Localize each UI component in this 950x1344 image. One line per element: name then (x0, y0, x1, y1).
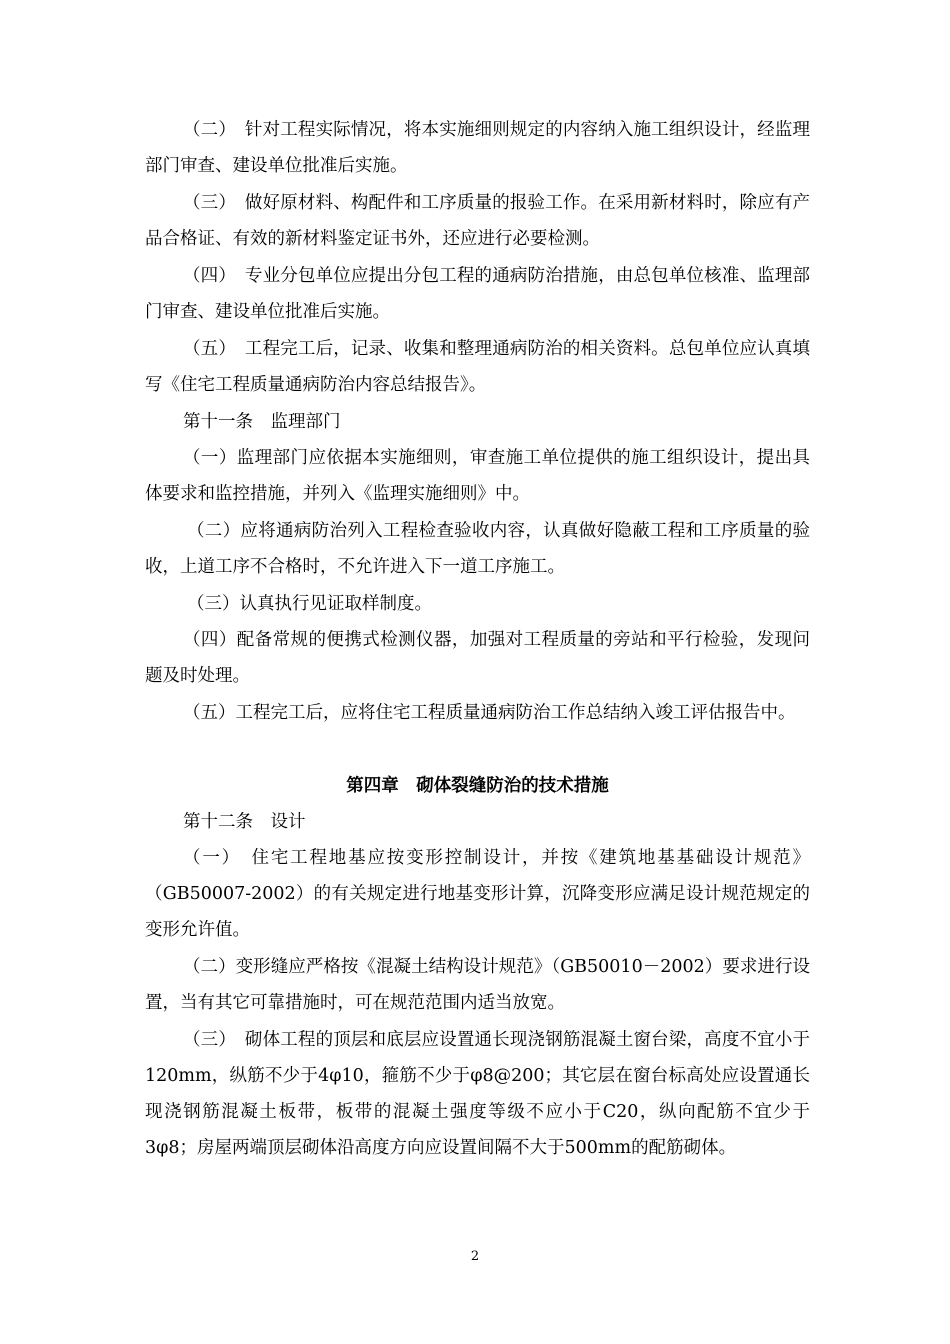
supervision-item-4: （四）配备常规的便携式检测仪器，加强对工程质量的旁站和平行检验，发现问题及时处理。 (145, 630, 810, 686)
supervision-item-2: （二）应将通病防治列入工程检查验收内容，认真做好隐蔽工程和工序质量的验收，上道工序不合格时，不允许进入下一道工序施工。 (145, 521, 810, 577)
paragraph-4-subcontract: （四） 专业分包单位应提出分包工程的通病防治措施，由总包单位核准、监理部门审查、建设单位批准后实施。 (145, 266, 810, 322)
page-number: 2 (470, 1249, 480, 1264)
paragraph-2-scheme: （二） 针对工程实际情况，将本实施细则规定的内容纳入施工组织设计，经监理部门审查、建设单位批准后实施。 (145, 120, 810, 176)
article-11-title: 第十一条 监理部门 (183, 412, 341, 432)
paragraph-5-records: （五） 工程完工后，记录、收集和整理通病防治的相关资料。总包单位应认真填写《住宅工程质量通病防治内容总结报告》。 (145, 339, 810, 395)
design-item-3: （三） 砌体工程的顶层和底层应设置通长现浇钢筋混凝土窗台梁，高度不宜小于120mm，纵筋不少于4φ10，箍筋不少于φ8@200；其它层在窗台标高处应设置通长现浇钢筋混凝土板带，板带的混凝土强度等级不应小于C20，纵向配筋不宜少于3φ8；房屋两端顶层砌体沿高度方向应设置间隔不大于500mm的配筋砌体。 (145, 1030, 810, 1158)
supervision-item-1: （一）监理部门应依据本实施细则，审查施工单位提供的施工组织设计，提出具体要求和监控措施，并列入《监理实施细则》中。 (145, 448, 810, 504)
design-item-1: （一） 住宅工程地基应按变形控制设计，并按《建筑地基基础设计规范》（GB50007-2002）的有关规定进行地基变形计算，沉降变形应满足设计规范规定的变形允许值。 (145, 848, 810, 940)
chapter-heading: 第四章 砌体裂缝防治的技术措施 (346, 776, 609, 796)
supervision-item-5: （五）工程完工后，应将住宅工程质量通病防治工作总结纳入竣工评估报告中。 (183, 703, 796, 723)
article-12-title: 第十二条 设计 (183, 812, 306, 832)
design-item-2: （二）变形缝应严格按《混凝土结构设计规范》（GB50010－2002）要求进行设置，当有其它可靠措施时，可在规范范围内适当放宽。 (145, 957, 810, 1013)
supervision-item-3: （三）认真执行见证取样制度。 (187, 594, 432, 614)
paragraph-3-materials: （三） 做好原材料、构配件和工序质量的报验工作。在采用新材料时，除应有产品合格证、有效的新材料鉴定证书外，还应进行必要检测。 (145, 193, 810, 249)
